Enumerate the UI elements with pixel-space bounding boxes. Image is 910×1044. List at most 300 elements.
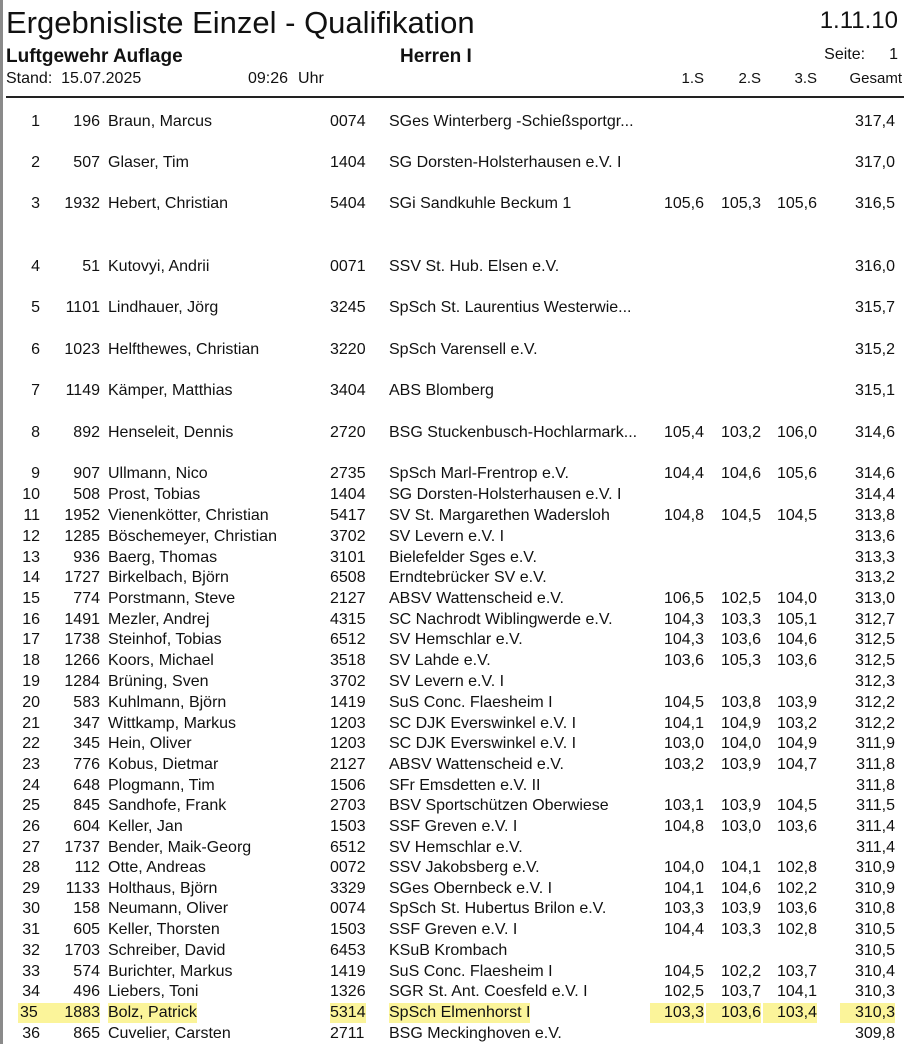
club-number: 1419 <box>330 963 366 980</box>
shooter-name: Plogmann, Tim <box>108 777 215 794</box>
total-score: 312,5 <box>854 631 895 648</box>
club-name: ABS Blomberg <box>389 382 494 399</box>
shooter-name: Braun, Marcus <box>108 113 213 130</box>
table-row <box>0 153 910 173</box>
page-title: Ergebnisliste Einzel - Qualifikation <box>6 5 475 40</box>
table-row-highlighted <box>0 1003 910 1023</box>
club-name: SGes Obernbeck e.V. I <box>389 880 553 897</box>
club-number: 1326 <box>330 983 366 1000</box>
rank: 3 <box>31 195 40 212</box>
starter-number: 1101 <box>65 299 100 316</box>
total-score: 310,9 <box>854 880 895 897</box>
series-3-score: 103,6 <box>776 818 817 835</box>
table-row <box>0 527 910 547</box>
club-name: SV Levern e.V. I <box>389 528 505 545</box>
series-1-score: 103,2 <box>663 756 704 773</box>
rank: 32 <box>22 942 40 959</box>
total-score: 310,5 <box>854 921 895 938</box>
starter-number: 1284 <box>64 673 100 690</box>
club-number: 1503 <box>330 818 366 835</box>
series-1-score: 104,5 <box>663 963 704 980</box>
club-number: 2703 <box>330 797 366 814</box>
total-score: 317,0 <box>854 154 895 171</box>
table-row <box>0 340 910 360</box>
starter-number: 605 <box>73 921 100 938</box>
club-name: Erndtebrücker SV e.V. <box>389 569 547 586</box>
rank: 16 <box>22 611 40 628</box>
series-3-score: 103,6 <box>776 652 817 669</box>
club-number: 6508 <box>330 569 366 586</box>
club-name: SV Levern e.V. I <box>389 673 505 690</box>
rank: 21 <box>22 715 40 732</box>
series-3-score: 103,4 <box>763 1003 817 1023</box>
total-score: 311,5 <box>856 797 895 814</box>
rank: 9 <box>31 465 40 482</box>
starter-number: 507 <box>73 154 100 171</box>
rank: 13 <box>22 549 40 566</box>
club-name: BSV Sportschützen Oberwiese <box>389 797 609 814</box>
rank: 10 <box>22 486 40 503</box>
club-number: 1203 <box>330 735 366 752</box>
rank: 31 <box>22 921 40 938</box>
total-score: 312,7 <box>854 611 895 628</box>
stand-time <box>248 70 324 88</box>
club-name: BSG Stuckenbusch-Hochlarmark... <box>389 424 638 441</box>
table-row <box>0 672 910 692</box>
total-score: 315,7 <box>854 299 895 316</box>
series-2-score: 104,9 <box>720 715 761 732</box>
club-name: SpSch St. Laurentius Westerwie... <box>389 299 632 316</box>
series-2-score: 104,6 <box>720 880 761 897</box>
shooter-name: Lindhauer, Jörg <box>108 299 219 316</box>
club-name: SC DJK Everswinkel e.V. I <box>389 715 577 732</box>
starter-number: 1952 <box>64 507 100 524</box>
starter-number: 1491 <box>64 611 100 628</box>
series-1-score: 104,5 <box>663 694 704 711</box>
table-row <box>0 589 910 609</box>
column-header-s3: 3.S <box>794 70 817 87</box>
total-score: 314,6 <box>854 424 895 441</box>
series-2-score: 103,7 <box>720 983 761 1000</box>
shooter-name: Baerg, Thomas <box>108 549 218 566</box>
series-2-score: 105,3 <box>720 195 761 212</box>
club-number: 2127 <box>330 756 366 773</box>
club-number: 3518 <box>330 652 366 669</box>
club-number: 5417 <box>330 507 366 524</box>
rank: 22 <box>22 735 40 752</box>
series-3-score: 103,6 <box>776 900 817 917</box>
starter-number: 196 <box>73 113 100 130</box>
shooter-name: Prost, Tobias <box>108 486 201 503</box>
table-row <box>0 381 910 401</box>
column-header-s2: 2.S <box>738 70 761 87</box>
club-name: SV Lahde e.V. <box>389 652 491 669</box>
total-score: 315,2 <box>854 341 895 358</box>
table-row <box>0 693 910 713</box>
rank: 11 <box>23 507 40 524</box>
series-2-score: 103,2 <box>720 424 761 441</box>
club-name: SGR St. Ant. Coesfeld e.V. I <box>389 983 588 1000</box>
table-row <box>0 1024 910 1044</box>
starter-number: 508 <box>73 486 100 503</box>
total-score: 309,8 <box>854 1025 895 1042</box>
total-score: 311,4 <box>856 818 895 835</box>
table-row <box>0 817 910 837</box>
starter-number: 907 <box>73 465 100 482</box>
discipline-label: Luftgewehr Auflage <box>6 46 183 67</box>
shooter-name: Wittkamp, Markus <box>108 715 237 732</box>
club-number: 1404 <box>330 154 366 171</box>
table-row <box>0 796 910 816</box>
series-3-score: 103,9 <box>776 694 817 711</box>
rank: 33 <box>22 963 40 980</box>
club-name: SG Dorsten-Holsterhausen e.V. I <box>389 154 622 171</box>
series-3-score: 104,1 <box>776 983 817 1000</box>
series-2-score: 104,0 <box>720 735 761 752</box>
club-number: 1203 <box>330 715 366 732</box>
starter-number: 1727 <box>64 569 100 586</box>
club-name: SGes Winterberg -Schießsportgr... <box>389 113 634 130</box>
club-name: SuS Conc. Flaesheim I <box>389 694 553 711</box>
rank: 12 <box>22 528 40 545</box>
shooter-name: Schreiber, David <box>108 942 226 959</box>
series-2-score: 103,3 <box>720 921 761 938</box>
series-1-score: 104,3 <box>663 611 704 628</box>
club-number: 3220 <box>330 341 366 358</box>
club-name: SC DJK Everswinkel e.V. I <box>389 735 577 752</box>
series-2-score: 105,3 <box>720 652 761 669</box>
rank: 15 <box>22 590 40 607</box>
series-2-score: 103,9 <box>720 900 761 917</box>
shooter-name: Otte, Andreas <box>108 859 206 876</box>
club-number: 2720 <box>330 424 366 441</box>
column-header-total: Gesamt <box>849 70 902 87</box>
series-3-score: 104,6 <box>776 631 817 648</box>
club-number: 3101 <box>330 549 366 566</box>
series-2-score: 104,6 <box>720 465 761 482</box>
club-name: SFr Emsdetten e.V. II <box>389 777 541 794</box>
series-1-score: 104,8 <box>663 507 704 524</box>
rank: 25 <box>22 797 40 814</box>
starter-number: 347 <box>73 715 100 732</box>
table-row <box>0 112 910 132</box>
club-number: 3245 <box>330 299 366 316</box>
shooter-name: Hebert, Christian <box>108 195 229 212</box>
club-number: 0074 <box>330 113 366 130</box>
club-number: 1506 <box>330 777 366 794</box>
total-score: 313,6 <box>854 528 895 545</box>
rank: 14 <box>22 569 40 586</box>
club-number: 3702 <box>330 673 366 690</box>
starter-number: 51 <box>82 258 100 275</box>
starter-number: 1285 <box>64 528 100 545</box>
series-3-score: 104,0 <box>776 590 817 607</box>
shooter-name: Birkelbach, Björn <box>108 569 229 586</box>
shooter-name: Hein, Oliver <box>108 735 192 752</box>
club-name: KSuB Krombach <box>389 942 508 959</box>
rank: 23 <box>22 756 40 773</box>
starter-number: 776 <box>73 756 100 773</box>
total-score: 316,5 <box>854 195 895 212</box>
starter-number: 158 <box>73 900 100 917</box>
club-number: 6453 <box>330 942 366 959</box>
shooter-name: Kobus, Dietmar <box>108 756 219 773</box>
total-score: 310,9 <box>854 859 895 876</box>
series-3-score: 103,7 <box>776 963 817 980</box>
rank: 1 <box>31 113 40 130</box>
total-score: 314,4 <box>854 486 895 503</box>
table-row <box>0 714 910 734</box>
starter-number: 1883 <box>40 1003 100 1023</box>
starter-number: 774 <box>73 590 100 607</box>
club-number: 0074 <box>330 900 366 917</box>
shooter-name: Burichter, Markus <box>108 963 233 980</box>
table-row <box>0 899 910 919</box>
series-3-score: 102,8 <box>776 921 817 938</box>
rank: 27 <box>22 839 40 856</box>
shooter-name: Sandhofe, Frank <box>108 797 227 814</box>
club-name: SSF Greven e.V. I <box>389 921 518 938</box>
series-3-score: 105,6 <box>776 195 817 212</box>
stand-info <box>6 70 141 88</box>
starter-number: 1023 <box>64 341 100 358</box>
starter-number: 648 <box>73 777 100 794</box>
series-1-score: 104,3 <box>663 631 704 648</box>
club-name: SuS Conc. Flaesheim I <box>389 963 553 980</box>
shooter-name: Porstmann, Steve <box>108 590 236 607</box>
series-3-score: 104,9 <box>776 735 817 752</box>
shooter-name: Brüning, Sven <box>108 673 209 690</box>
shooter-name: Keller, Jan <box>108 818 183 835</box>
total-score: 310,5 <box>854 942 895 959</box>
series-2-score: 104,5 <box>720 507 761 524</box>
starter-number: 1737 <box>64 839 100 856</box>
club-number: 0071 <box>330 258 366 275</box>
club-name: SGi Sandkuhle Beckum 1 <box>389 195 572 212</box>
club-name: SV Hemschlar e.V. <box>389 631 523 648</box>
club-number: 5314 <box>330 1004 366 1021</box>
series-1-score: 104,4 <box>663 921 704 938</box>
series-2-score: 103,6 <box>720 631 761 648</box>
total-score: 310,4 <box>854 963 895 980</box>
club-name: Bielefelder Sges e.V. <box>389 549 537 566</box>
rank: 8 <box>31 424 40 441</box>
shooter-name: Vienenkötter, Christian <box>108 507 269 524</box>
rank: 35 <box>18 1003 46 1023</box>
table-row <box>0 651 910 671</box>
rank: 19 <box>22 673 40 690</box>
shooter-name: Ullmann, Nico <box>108 465 208 482</box>
shooter-name: Steinhof, Tobias <box>108 631 222 648</box>
total-score: 312,2 <box>854 694 895 711</box>
table-row <box>0 630 910 650</box>
series-1-score: 106,5 <box>663 590 704 607</box>
shooter-name: Glaser, Tim <box>108 154 189 171</box>
table-row <box>0 506 910 526</box>
total-score: 311,9 <box>856 735 895 752</box>
club-number: 1503 <box>330 921 366 938</box>
series-1-score: 103,6 <box>663 652 704 669</box>
series-1-score: 103,0 <box>663 735 704 752</box>
starter-number: 1149 <box>65 382 100 399</box>
shooter-name: Helfthewes, Christian <box>108 341 260 358</box>
rank: 24 <box>22 777 40 794</box>
page-label: Seite: <box>824 46 866 63</box>
shooter-name: Keller, Thorsten <box>108 921 220 938</box>
table-row <box>0 982 910 1002</box>
column-header-s1: 1.S <box>681 70 704 87</box>
rank: 34 <box>22 983 40 1000</box>
table-row <box>0 194 910 214</box>
total-score: 310,8 <box>854 900 895 917</box>
series-1-score: 104,1 <box>663 715 704 732</box>
total-score: 312,5 <box>854 652 895 669</box>
club-name: SSV St. Hub. Elsen e.V. <box>389 258 560 275</box>
series-3-score: 104,5 <box>776 507 817 524</box>
club-number: 2735 <box>330 465 366 482</box>
table-row <box>0 423 910 443</box>
starter-number: 112 <box>74 859 100 876</box>
shooter-name: Koors, Michael <box>108 652 214 669</box>
shooter-name: Bolz, Patrick <box>108 1004 197 1021</box>
club-number: 6512 <box>330 631 366 648</box>
class-label: Herren I <box>400 46 472 67</box>
shooter-name: Kutovyi, Andrii <box>108 258 210 275</box>
club-number: 5404 <box>330 195 366 212</box>
series-1-score: 103,1 <box>663 797 704 814</box>
club-name: SpSch Varensell e.V. <box>389 341 538 358</box>
shooter-name: Kuhlmann, Björn <box>108 694 227 711</box>
rank: 29 <box>22 880 40 897</box>
starter-number: 496 <box>73 983 100 1000</box>
table-row <box>0 755 910 775</box>
total-score: 313,0 <box>854 590 895 607</box>
header-divider <box>6 96 904 98</box>
starter-number: 936 <box>73 549 100 566</box>
series-3-score: 105,1 <box>776 611 817 628</box>
starter-number: 583 <box>73 694 100 711</box>
club-number: 3702 <box>330 528 366 545</box>
table-row <box>0 776 910 796</box>
total-score: 311,8 <box>856 756 895 773</box>
club-name: ABSV Wattenscheid e.V. <box>389 756 564 773</box>
rank: 2 <box>31 154 40 171</box>
shooter-name: Cuvelier, Carsten <box>108 1025 231 1042</box>
series-2-score: 103,3 <box>720 611 761 628</box>
version-number: 1.11.10 <box>819 7 898 34</box>
club-name: SpSch St. Hubertus Brilon e.V. <box>389 900 607 917</box>
rank: 6 <box>31 341 40 358</box>
total-score: 310,3 <box>854 983 895 1000</box>
club-number: 4315 <box>330 611 366 628</box>
rank: 20 <box>22 694 40 711</box>
stand-label: Stand: <box>6 70 53 87</box>
total-score: 314,6 <box>854 465 895 482</box>
rank: 17 <box>22 631 40 648</box>
total-score: 317,4 <box>854 113 895 130</box>
shooter-name: Kämper, Matthias <box>108 382 233 399</box>
club-name: SC Nachrodt Wiblingwerde e.V. <box>389 611 613 628</box>
club-name: SpSch Marl-Frentrop e.V. <box>389 465 569 482</box>
total-score: 313,3 <box>854 549 895 566</box>
series-1-score: 104,8 <box>663 818 704 835</box>
series-1-score: 104,0 <box>663 859 704 876</box>
table-row <box>0 858 910 878</box>
series-3-score: 104,5 <box>776 797 817 814</box>
starter-number: 1133 <box>65 880 100 897</box>
club-name: SSV Jakobsberg e.V. <box>389 859 540 876</box>
table-row <box>0 734 910 754</box>
series-1-score: 104,4 <box>663 465 704 482</box>
starter-number: 1738 <box>64 631 100 648</box>
series-1-score: 103,3 <box>650 1003 704 1023</box>
shooter-name: Mezler, Andrej <box>108 611 210 628</box>
series-1-score: 103,3 <box>663 900 704 917</box>
starter-number: 574 <box>73 963 100 980</box>
rank: 26 <box>22 818 40 835</box>
table-row <box>0 548 910 568</box>
rank: 7 <box>31 382 40 399</box>
table-row <box>0 941 910 961</box>
shooter-name: Henseleit, Dennis <box>108 424 234 441</box>
total-score: 311,4 <box>856 839 895 856</box>
starter-number: 345 <box>73 735 100 752</box>
total-score: 313,2 <box>854 569 895 586</box>
total-score: 312,3 <box>854 673 895 690</box>
starter-number: 1932 <box>64 195 100 212</box>
rank: 5 <box>31 299 40 316</box>
total-score: 311,8 <box>856 777 895 794</box>
shooter-name: Bender, Maik-Georg <box>108 839 252 856</box>
page-number: 1 <box>889 46 898 63</box>
table-row <box>0 962 910 982</box>
table-row <box>0 298 910 318</box>
table-row <box>0 464 910 484</box>
series-2-score: 102,2 <box>720 963 761 980</box>
club-number: 6512 <box>330 839 366 856</box>
club-name: SG Dorsten-Holsterhausen e.V. I <box>389 486 622 503</box>
club-number: 0072 <box>330 859 366 876</box>
table-row <box>0 920 910 940</box>
starter-number: 604 <box>73 818 100 835</box>
table-row <box>0 610 910 630</box>
starter-number: 865 <box>73 1025 100 1042</box>
club-number: 2711 <box>330 1025 365 1042</box>
series-3-score: 103,2 <box>776 715 817 732</box>
club-name: SpSch Elmenhorst I <box>389 1004 531 1021</box>
club-number: 1419 <box>330 694 366 711</box>
series-2-score: 103,9 <box>720 797 761 814</box>
total-score: 310,3 <box>840 1003 895 1023</box>
table-row <box>0 485 910 505</box>
table-row <box>0 838 910 858</box>
club-name: SV St. Margarethen Wadersloh <box>389 507 610 524</box>
series-3-score: 104,7 <box>776 756 817 773</box>
total-score: 316,0 <box>854 258 895 275</box>
page-indicator <box>824 45 898 65</box>
club-name: ABSV Wattenscheid e.V. <box>389 590 564 607</box>
club-name: SSF Greven e.V. I <box>389 818 518 835</box>
series-3-score: 102,8 <box>776 859 817 876</box>
table-row <box>0 879 910 899</box>
time-unit: Uhr <box>298 70 324 87</box>
series-3-score: 105,6 <box>776 465 817 482</box>
series-3-score: 106,0 <box>776 424 817 441</box>
series-2-score: 103,0 <box>720 818 761 835</box>
starter-number: 892 <box>73 424 100 441</box>
shooter-name: Neumann, Oliver <box>108 900 229 917</box>
rank: 36 <box>22 1025 40 1042</box>
